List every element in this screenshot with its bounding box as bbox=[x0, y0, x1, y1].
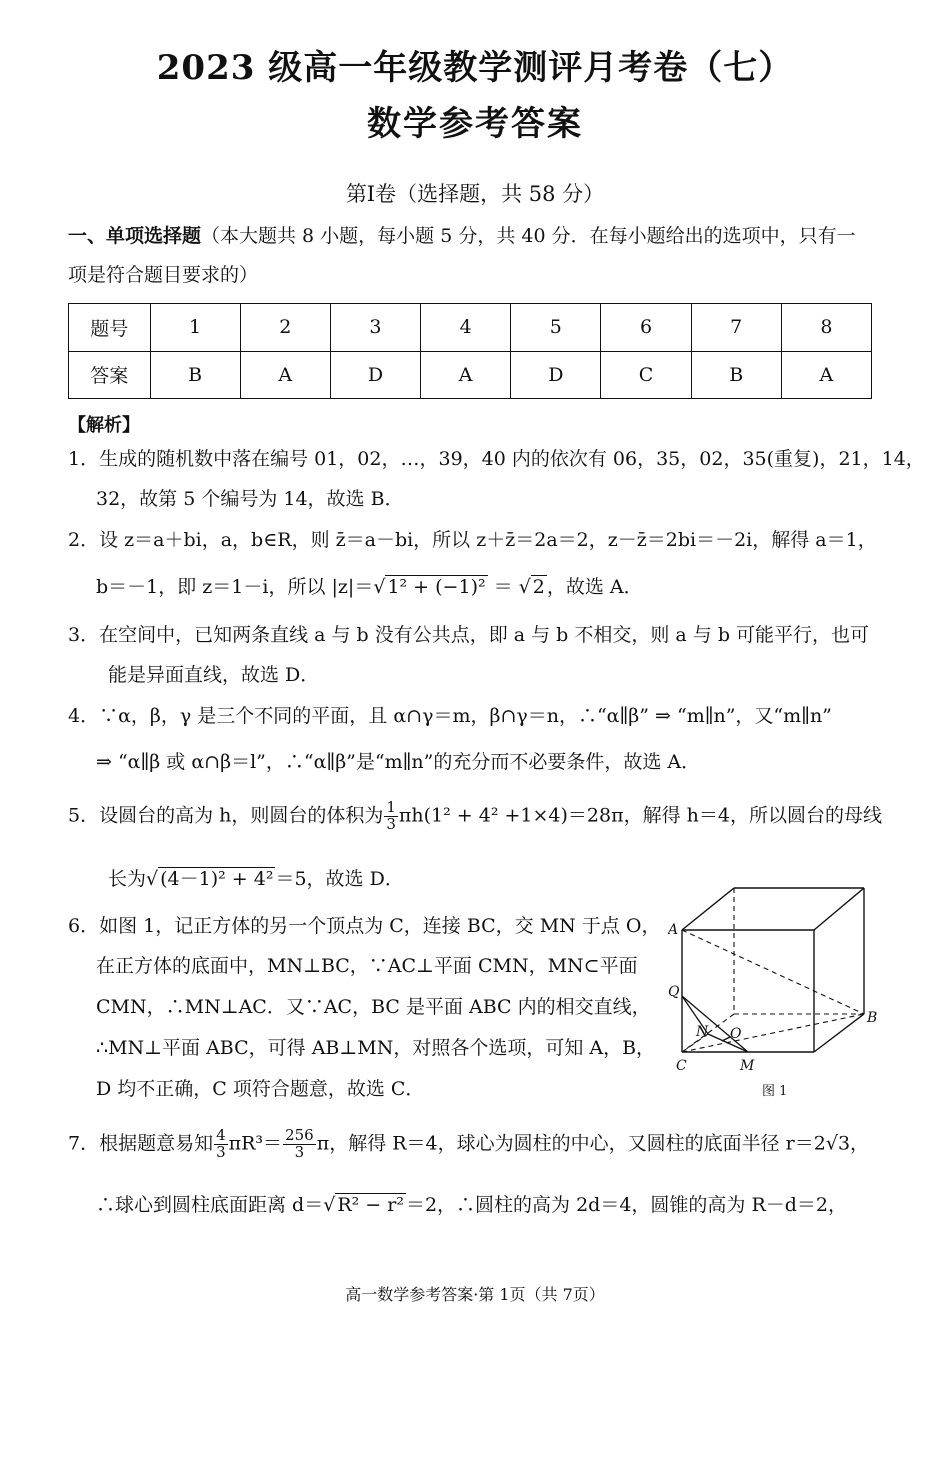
solution-1-line2: 32，故第 5 个编号为 14，故选 B． bbox=[96, 488, 404, 510]
table-cell: 2 bbox=[240, 304, 330, 352]
section1-heading: 一、单项选择题 bbox=[68, 225, 202, 247]
table-cell: A bbox=[421, 351, 511, 399]
answer-table-answer-row bbox=[69, 351, 872, 399]
fraction-denominator: 3 bbox=[294, 1142, 305, 1161]
table-cell: C bbox=[601, 351, 691, 399]
section1-desc-line2: 项是符合题目要求的） bbox=[68, 264, 259, 286]
section1-desc-line1 bbox=[68, 227, 856, 246]
solution-5-text-post: πh(1² + 4² +1×4)＝28π，解得 h＝4，所以圆台的母线 bbox=[398, 804, 882, 827]
table-cell: D bbox=[330, 351, 420, 399]
solution-7-text-post2: ＝2，∴圆柱的高为 2d＝4，圆锥的高为 R－d＝2， bbox=[405, 1194, 848, 1216]
solution-5-line2: 长为√ (4－1)² + 4² ＝5，故选 D． bbox=[108, 868, 404, 890]
answer-table bbox=[68, 303, 872, 399]
solution-2-line2: b＝－1，即 z＝1－i，所以 |z|＝√ 1² + (−1)² ＝ √ 2 ，故选 A． bbox=[96, 576, 643, 598]
solution-2-text-post: ，故选 A． bbox=[546, 576, 643, 598]
table-cell: 6 bbox=[601, 304, 691, 352]
fraction-denominator: 3 bbox=[386, 814, 396, 833]
label-N: N bbox=[696, 1024, 709, 1040]
cube-edge bbox=[814, 888, 864, 930]
solution-7-text-mid: πR³＝ bbox=[228, 1132, 283, 1155]
row-label-number: 题号 bbox=[69, 304, 151, 352]
segment-QM bbox=[682, 996, 748, 1052]
solution-7-text-pre: 7．根据题意易知 bbox=[68, 1132, 214, 1155]
table-cell: 3 bbox=[330, 304, 420, 352]
solution-6-line5: D 均不正确，C 项符合题意，故选 C． bbox=[96, 1078, 425, 1100]
row-label-answer: 答案 bbox=[69, 351, 151, 399]
table-cell: 4 bbox=[421, 304, 511, 352]
cube-figure bbox=[668, 884, 880, 1098]
analysis-label: 【解析】 bbox=[68, 415, 140, 436]
solution-7-text-post: π，解得 R＝4，球心为圆柱的中心，又圆柱的底面半径 r＝2√3， bbox=[316, 1132, 870, 1155]
solution-2-sqrt2: 2 bbox=[532, 576, 545, 598]
solution-4-line1: 4．∵α，β，γ 是三个不同的平面，且 α∩γ＝m，β∩γ＝n，∴“α∥β” ⇒ “m∥n”，又“m∥n” bbox=[68, 705, 832, 727]
solution-2-text-pre: b＝－1，即 z＝1－i，所以 |z|＝ bbox=[96, 576, 374, 598]
solution-6-line4: ∴MN⊥平面 ABC，可得 AB⊥MN，对照各个选项，可知 A，B， bbox=[96, 1037, 656, 1059]
solution-5-text-post2: ＝5，故选 D． bbox=[275, 868, 404, 890]
fraction-denominator: 3 bbox=[216, 1142, 226, 1161]
solution-6-line3: CMN，∴MN⊥AC．又∵AC，BC 是平面 ABC 内的相交直线， bbox=[96, 996, 651, 1018]
table-cell: D bbox=[511, 351, 601, 399]
label-Q: Q bbox=[668, 984, 680, 1000]
table-cell: B bbox=[691, 351, 781, 399]
figure-caption: 图 1 bbox=[762, 1084, 788, 1099]
table-cell: 1 bbox=[150, 304, 240, 352]
solution-3-line2: 能是异面直线，故选 D． bbox=[108, 664, 320, 686]
table-cell: A bbox=[240, 351, 330, 399]
solution-5-sqrt: (4－1)² + 4² bbox=[160, 868, 274, 890]
label-A: A bbox=[668, 922, 679, 938]
part-title: 第Ⅰ卷（选择题，共 58 分） bbox=[345, 182, 605, 206]
solution-3-line1: 3．在空间中，已知两条直线 a 与 b 没有公共点，即 a 与 b 不相交，则 a 与 b 可能平行，也可 bbox=[68, 624, 870, 646]
table-cell: 7 bbox=[691, 304, 781, 352]
label-O: O bbox=[730, 1026, 742, 1042]
fraction-four-thirds bbox=[214, 1128, 228, 1161]
page-footer: 高一数学参考答案·第 1页（共 7页） bbox=[345, 1285, 605, 1304]
section1-desc: （本大题共 8 小题，每小题 5 分，共 40 分．在每小题给出的选项中，只有一 bbox=[201, 225, 856, 247]
segment-O bbox=[722, 1037, 730, 1041]
table-cell: B bbox=[150, 351, 240, 399]
fraction-256-thirds bbox=[283, 1128, 316, 1161]
cube-edge bbox=[814, 1014, 864, 1052]
solution-7-line1 bbox=[68, 1128, 869, 1161]
solution-6-line2: 在正方体的底面中，MN⊥BC，∵AC⊥平面 CMN，MN⊂平面 bbox=[96, 955, 638, 977]
answer-table-number-row bbox=[69, 304, 872, 352]
solution-7-text-pre2: ∴球心到圆柱底面距离 d＝ bbox=[96, 1194, 324, 1216]
title-line2: 数学参考答案 bbox=[367, 104, 583, 144]
solution-5-line1 bbox=[68, 800, 882, 833]
table-cell: 5 bbox=[511, 304, 601, 352]
label-C: C bbox=[676, 1058, 687, 1074]
title-line1: 2023 级高一年级教学测评月考卷（七） bbox=[156, 48, 794, 88]
segment-NM bbox=[708, 1034, 748, 1052]
solution-4-line2: ⇒ “α∥β 或 α∩β＝l”，∴“α∥β”是“m∥n”的充分而不必要条件，故选 A． bbox=[96, 751, 701, 773]
solution-6-line1: 6．如图 1，记正方体的另一个顶点为 C，连接 BC，交 MN 于点 O， bbox=[68, 915, 661, 937]
fraction-numerator: 256 bbox=[285, 1126, 314, 1144]
solution-2-sqrt1: 1² + (−1)² bbox=[387, 576, 486, 598]
solution-5-text-pre: 5．设圆台的高为 h，则圆台的体积为 bbox=[68, 804, 384, 827]
solution-2-line1: 2．设 z＝a＋bi，a，b∈R，则 z̄＝a－bi，所以 z＋z̄＝2a＝2，z－z̄＝2bi＝－2i，解得 a＝1， bbox=[68, 529, 877, 551]
label-B: B bbox=[867, 1010, 878, 1026]
solution-2-text-mid: ＝ bbox=[487, 576, 519, 598]
table-cell: 8 bbox=[781, 304, 871, 352]
solution-7-sqrt: R² − r² bbox=[337, 1194, 404, 1216]
solution-7-line2: ∴球心到圆柱底面距离 d＝√ R² − r² ＝2，∴圆柱的高为 2d＝4，圆锥的高为 R－d＝2， bbox=[96, 1194, 848, 1216]
solution-1-line1: 1．生成的随机数中落在编号 01，02，…，39，40 内的依次有 06，35，02，35(重复)，21，14， bbox=[68, 448, 925, 470]
cube-edge bbox=[682, 888, 734, 930]
label-M: M bbox=[740, 1058, 755, 1074]
diagonal-AB bbox=[682, 930, 864, 1014]
fraction-numerator: 4 bbox=[216, 1126, 226, 1144]
fraction-one-third bbox=[384, 800, 398, 833]
fraction-numerator: 1 bbox=[386, 798, 396, 816]
table-cell: A bbox=[781, 351, 871, 399]
solution-5-text-pre2: 长为 bbox=[108, 868, 147, 890]
